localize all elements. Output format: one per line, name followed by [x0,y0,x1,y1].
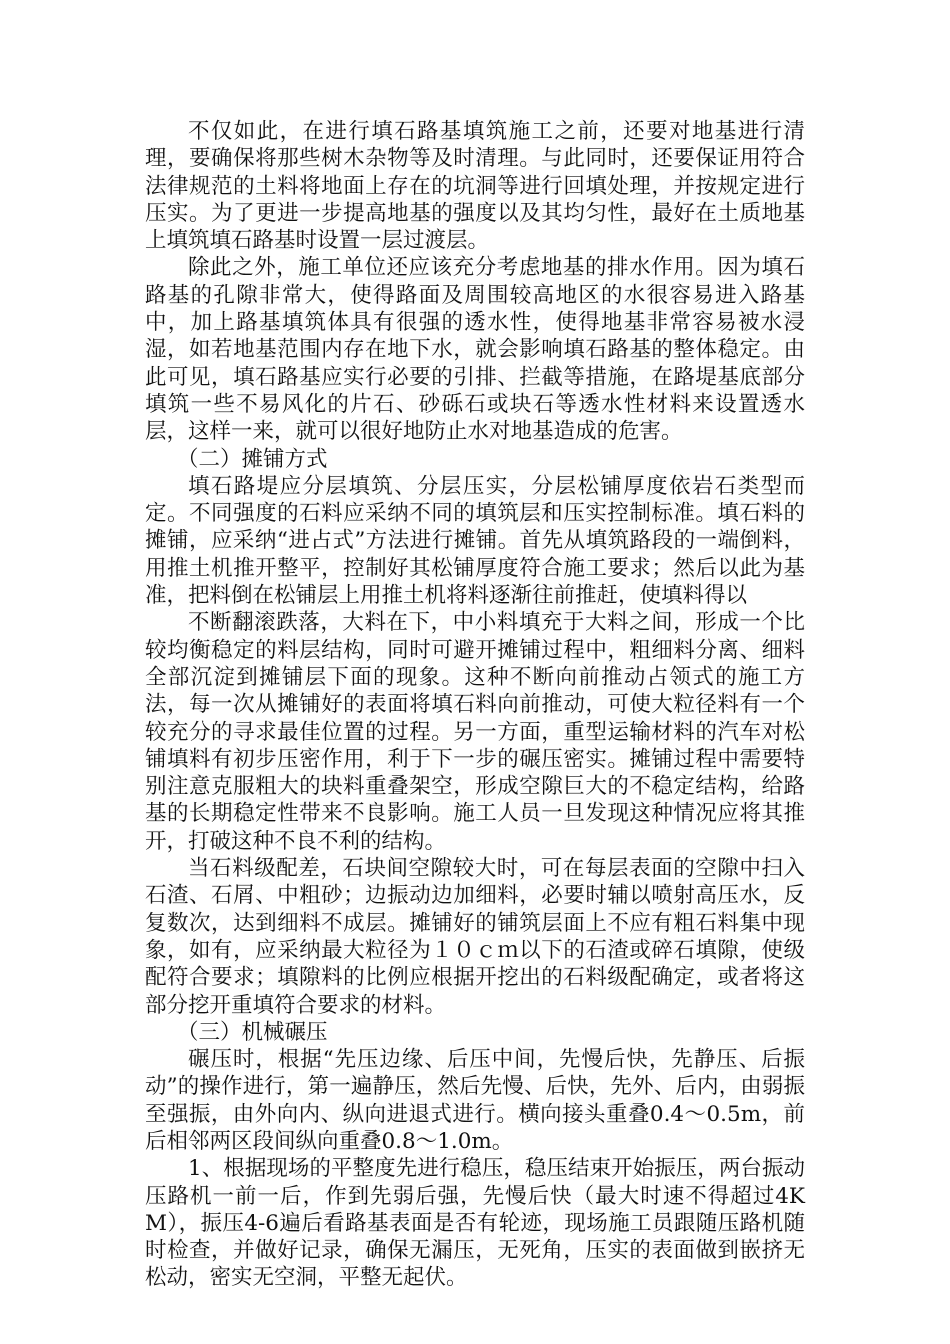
section-heading-mechanical-compaction: （三）机械碾压 [177,1019,328,1045]
paragraph-drainage: 除此之外，施工单位还应该充分考虑地基的排水作用。因为填石路基的孔隙非常大，使得路面及周围较高地区的水很容易进入路基中，加上路基填筑体具有很强的透水性，使得地基非常容易被水浸湿，如若地基范围内存在地下水，就会影响填石路基的整体稳定。由此可见，填石路基应实行必要的引排、拦截等措施，在路堤基底部分填筑一些不易风化的片石、砂砾石或块石等透水性材料来设置透水层，这样一来，就可以很好地防止水对地基造成的危害。 [145,255,805,445]
paragraph-layered-filling: 填石路堤应分层填筑、分层压实，分层松铺厚度依岩石类型而定。不同强度的石料应采纳不同的填筑层和压实控制标准。填石料的摊铺，应采纳“进占式”方法进行摊铺。首先从填筑路段的一端倒料，用推土机推开整平，控制好其松铺厚度符合施工要求；然后以此为基准，把料倒在松铺层上用推土机将料逐渐往前推赶，使填料得以 [145,473,805,609]
document-body [145,118,805,1292]
paragraph-compaction-order: 碾压时，根据“先压边缘、后压中间，先慢后快，先静压、后振动”的操作进行，第一遍静压，然后先慢、后快，先外、后内，由弱振至强振，由外向内、纵向进退式进行。横向接头重叠0.4～0.5m，前后相邻两区段间纵向重叠0.8～1.0m。 [145,1047,805,1154]
paragraph-rolling-fall: 不断翻滚跌落，大料在下，中小料填充于大料之间，形成一个比较均衡稳定的料层结构，同时可避开摊铺过程中，粗细料分离、细料全部沉淀到摊铺层下面的现象。这种不断向前推动占领式的施工方法，每一次从摊铺好的表面将填石料向前推动，可使大粒径料有一个较充分的寻求最佳位置的过程。另一方面，重型运输材料的汽车对松铺填料有初步压密作用，利于下一步的碾压密实。摊铺过程中需要特别注意克服粗大的块料重叠架空，形成空隙巨大的不稳定结构，给路基的长期稳定性带来不良影响。施工人员一旦发现这种情况应将其推开，打破这种不良不利的结构。 [145,610,805,854]
section-heading-paving-method: （二）摊铺方式 [177,446,328,472]
paragraph-compaction-step-1: 1、根据现场的平整度先进行稳压，稳压结束开始振压，两台振动压路机一前一后，作到先弱后强，先慢后快（最大时速不得超过4KM），振压4-6遍后看路基表面是否有轮迹，现场施工员跟随压路机随时检查，并做好记录，确保无漏压，无死角，压实的表面做到嵌挤无松动，密实无空洞，平整无起伏。 [145,1156,805,1291]
paragraph-gap-filling: 当石料级配差，石块间空隙较大时，可在每层表面的空隙中扫入石渣、石屑、中粗砂；边振动边加细料，必要时辅以喷射高压水，反复数次，达到细料不成层。摊铺好的铺筑层面上不应有粗石料集中现象，如有，应采纳最大粒径为１０ｃｍ以下的石渣或碎石填隙，使级配符合要求；填隙料的比例应根据开挖出的石料级配确定，或者将这部分挖开重填符合要求的材料。 [145,856,805,1018]
paragraph-foundation-cleanup: 不仅如此，在进行填石路基填筑施工之前，还要对地基进行清理，要确保将那些树木杂物等及时清理。与此同时，还要保证用符合法律规范的土料将地面上存在的坑洞等进行回填处理，并按规定进行压实。为了更进一步提高地基的强度以及其均匀性，最好在土质地基上填筑填石路基时设置一层过渡层。 [145,119,805,254]
